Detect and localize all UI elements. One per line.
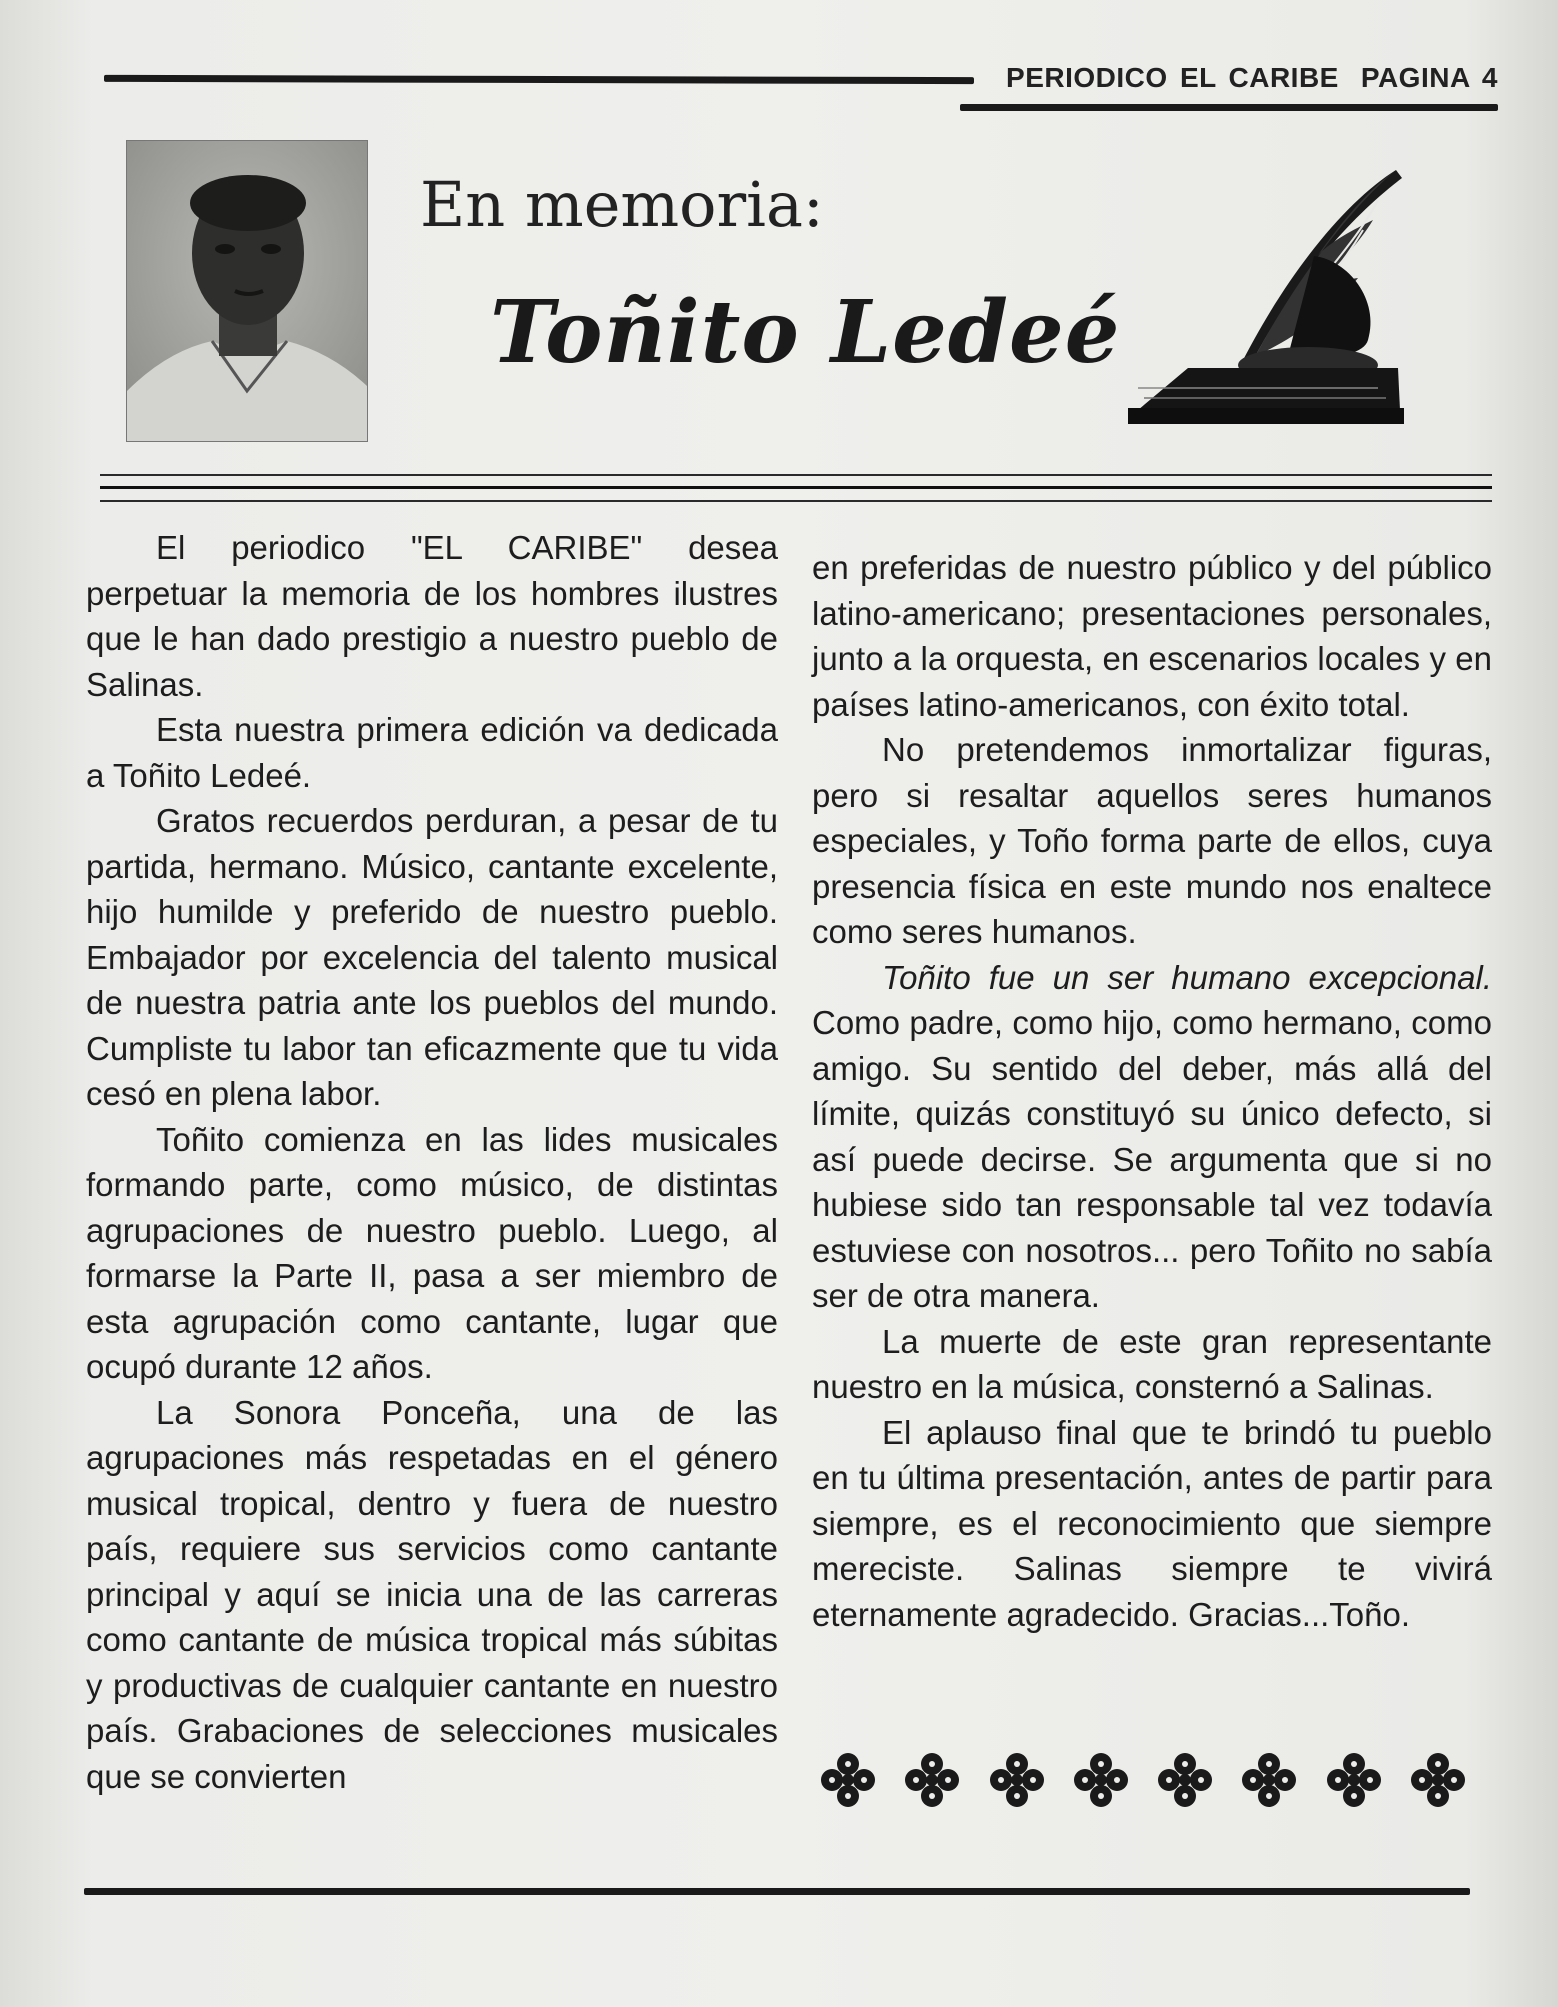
quatrefoil-ornament-icon bbox=[902, 1750, 962, 1810]
article-paragraph-continued: en preferidas de nuestro público y del público latino-americano; presentaciones personales, junto a la orquesta, en escenarios locales y en países latino-americanos, con éxito total. bbox=[812, 549, 1492, 723]
title-divider-top bbox=[100, 474, 1492, 476]
article-paragraph: La Sonora Ponceña, una de las agrupaciones más respetadas en el género musical tropical, dentro y fuera de nuestro país, requiere sus servicios como cantante principal y aquí se inicia una de las carreras como cantante de música tropical más súbitas y productivas de cualquier cantante en nuestro país. Grabaciones de selecciones musicales que se convierten bbox=[86, 1393, 778, 1795]
paragraph-text: Como padre, como hijo, como hermano, como amigo. Su sentido del deber, más allá del límite, quizás constituyó su único defecto, si así puede decirse. Se argumenta que si no hubiese sido tan responsable tal vez todavía estuviese con nosotros... pero Toñito no sabía ser de otra manera. bbox=[812, 1004, 1492, 1314]
footer-rule bbox=[84, 1888, 1470, 1895]
italic-sentence: Toñito fue un ser humano excepcional. bbox=[882, 958, 1492, 996]
article-paragraph: No pretendemos inmortalizar figuras, pero si resaltar aquellos seres humanos especiales, y Toño forma parte de ellos, cuya presencia física en este mundo nos enaltece como seres humanos. bbox=[812, 731, 1492, 950]
article-left-column bbox=[86, 525, 778, 1799]
article-paragraph: La muerte de este gran representante nuestro en la música, consternó a Salinas. bbox=[812, 1322, 1492, 1405]
memorial-name: Toñito Ledeé bbox=[490, 282, 1121, 383]
quatrefoil-ornament-icon bbox=[1408, 1750, 1468, 1810]
article-paragraph: El periodico "EL CARIBE" desea perpetuar la memoria de los hombres ilustres que le han dado prestigio a nuestro pueblo de Salinas. bbox=[86, 529, 778, 703]
title-divider-3 bbox=[100, 500, 1492, 502]
header-rule bbox=[104, 75, 974, 84]
quill-inkwell-icon bbox=[1118, 160, 1410, 436]
quatrefoil-ornament-icon bbox=[1155, 1750, 1215, 1810]
publication-name: PERIODICO EL CARIBE bbox=[1006, 62, 1339, 93]
article-paragraph: El aplauso final que te brindó tu pueblo en tu última presentación, antes de partir para siempre, es el reconocimiento que siempre mereciste. Salinas siempre te vivirá eternamente agradecido. Gracias...Toño. bbox=[812, 1413, 1492, 1633]
quatrefoil-ornament-icon bbox=[818, 1750, 878, 1810]
header-rule-right bbox=[960, 104, 1498, 111]
article-paragraph bbox=[812, 955, 1492, 1319]
page-header bbox=[1006, 62, 1498, 94]
article-paragraph: Toñito comienza en las lides musicales formando parte, como músico, de distintas agrupaciones de nuestro pueblo. Luego, al formarse la Parte II, pasa a ser miembro de esta agrupación como cantante, lugar que ocupó durante 12 años. bbox=[86, 1120, 778, 1385]
title-divider-bottom bbox=[100, 486, 1492, 489]
ornament-row bbox=[818, 1750, 1468, 1810]
quatrefoil-ornament-icon bbox=[987, 1750, 1047, 1810]
quatrefoil-ornament-icon bbox=[1071, 1750, 1131, 1810]
page-number: PAGINA 4 bbox=[1360, 62, 1498, 93]
quatrefoil-ornament-icon bbox=[1324, 1750, 1384, 1810]
article-paragraph: Gratos recuerdos perduran, a pesar de tu partida, hermano. Músico, cantante excelente, hijo humilde y preferido de nuestro pueblo. Embajador por excelencia del talento musical de nuestra patria ante los pueblos del mundo. Cumpliste tu labor tan eficazmente que tu vida cesó en plena labor. bbox=[86, 802, 778, 1112]
portrait-photo bbox=[126, 140, 368, 442]
quatrefoil-ornament-icon bbox=[1239, 1750, 1299, 1810]
article-paragraph: Esta nuestra primera edición va dedicada a Toñito Ledeé. bbox=[86, 711, 778, 794]
article-right-column bbox=[812, 545, 1492, 1637]
memorial-heading: En memoria: bbox=[420, 168, 824, 241]
